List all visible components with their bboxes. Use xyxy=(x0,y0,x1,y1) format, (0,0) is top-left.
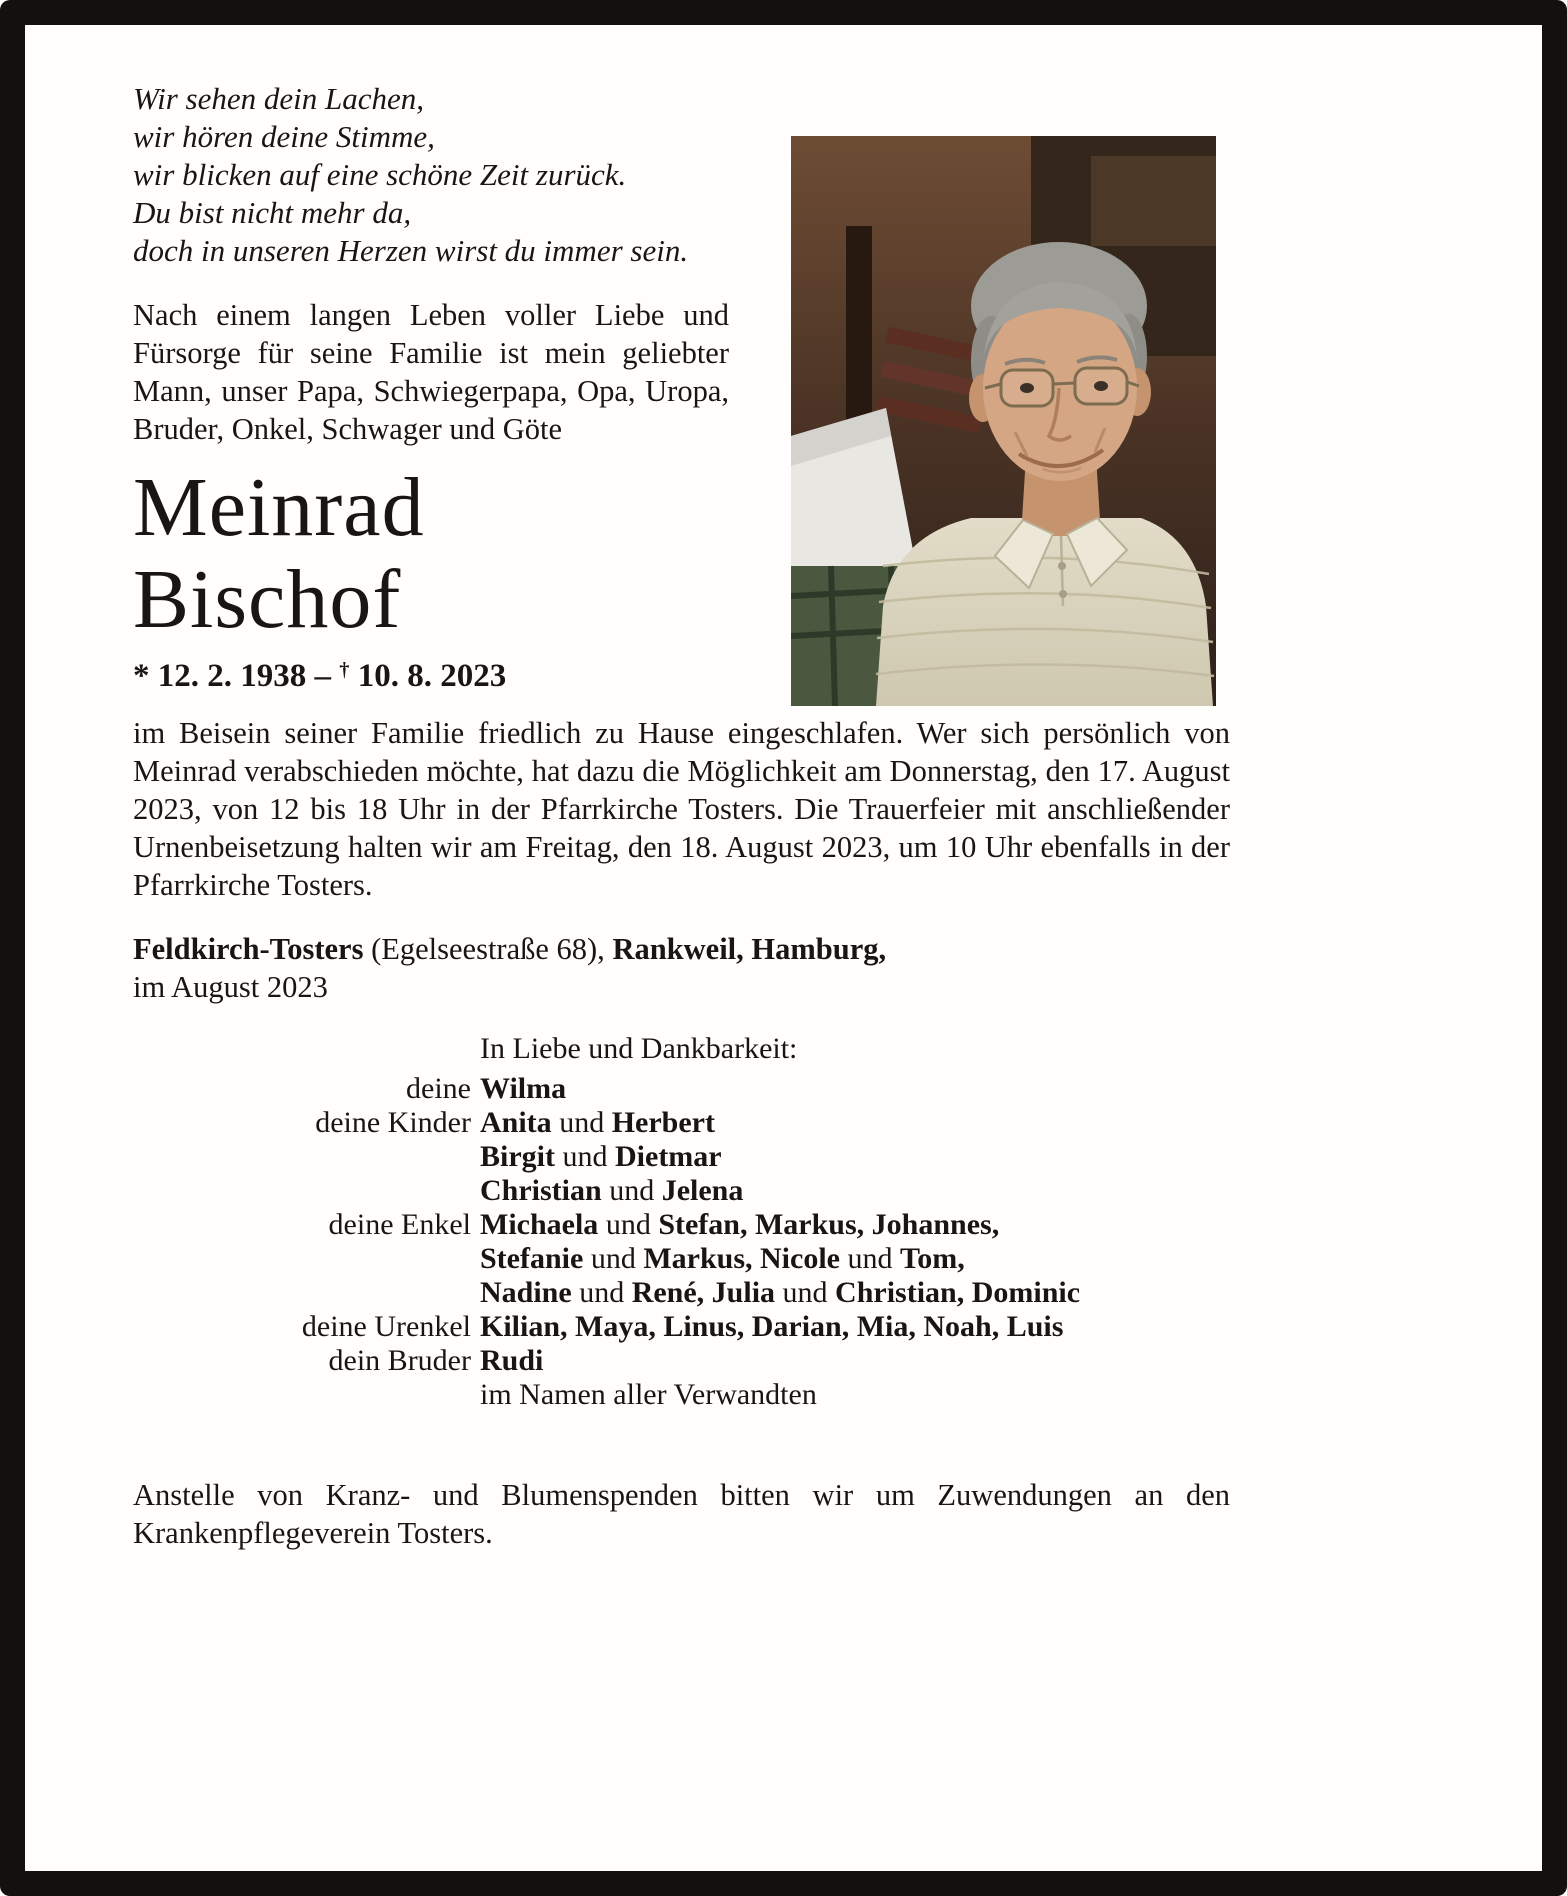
family-role-label: deine Kinder xyxy=(315,1106,471,1140)
family-role-label: deine Enkel xyxy=(328,1208,471,1242)
family-member-name: Tom, xyxy=(899,1242,965,1276)
deceased-portrait-photo xyxy=(791,136,1216,706)
poem-line: doch in unseren Herzen wirst du immer sein. xyxy=(133,233,689,268)
poem-line: Du bist nicht mehr da, xyxy=(133,195,412,230)
family-role-label: dein Bruder xyxy=(328,1344,471,1378)
death-date: 10. 8. 2023 xyxy=(349,658,507,695)
family-role-label xyxy=(133,1140,480,1174)
family-names xyxy=(480,1140,1230,1174)
family-list xyxy=(133,1072,1230,1412)
residence-block xyxy=(133,930,1230,1006)
family-names xyxy=(480,1242,1230,1276)
family-role-label xyxy=(133,1276,480,1310)
family-line xyxy=(133,1276,1230,1310)
family-connector-text: und xyxy=(583,1242,644,1276)
family-names xyxy=(480,1344,1230,1378)
family-member-name: Stefan, Markus, Johannes, xyxy=(658,1208,1000,1242)
family-names xyxy=(480,1310,1230,1344)
residence-street: (Egelseestraße 68), xyxy=(363,932,613,967)
family-line xyxy=(133,1174,1230,1208)
family-names xyxy=(480,1072,1230,1106)
poem-line: Wir sehen dein Lachen, xyxy=(133,81,425,116)
family-line xyxy=(133,1208,1230,1242)
deceased-last-name: Bischof xyxy=(133,553,402,646)
family-member-name: Jelena xyxy=(661,1174,744,1208)
family-names xyxy=(480,1174,1230,1208)
family-role-label xyxy=(133,1242,480,1276)
family-member-name: Birgit xyxy=(480,1140,555,1174)
dagger-symbol: † xyxy=(339,659,350,681)
family-member-name: Kilian, Maya, Linus, Darian, Mia, Noah, Luis xyxy=(480,1310,1064,1344)
family-heading: In Liebe und Dankbarkeit: xyxy=(480,1032,798,1066)
family-connector-text: und xyxy=(555,1140,615,1174)
family-role-label: deine xyxy=(406,1072,471,1106)
family-member-name: Herbert xyxy=(611,1106,715,1140)
family-connector-text: und xyxy=(571,1276,632,1310)
residence-date-line: im August 2023 xyxy=(133,970,328,1005)
family-names xyxy=(480,1378,1230,1412)
left-text-column xyxy=(133,80,743,696)
deceased-first-name: Meinrad xyxy=(133,461,425,554)
family-member-name: Dietmar xyxy=(615,1140,722,1174)
residence-place: Feldkirch-Tosters xyxy=(133,932,364,967)
donation-request-paragraph: Anstelle von Kranz- und Blumenspenden bitten wir um Zuwendungen an den Krankenpflegeverein Tosters. xyxy=(133,1478,1230,1551)
family-member-name: Christian xyxy=(480,1174,602,1208)
birth-date: * 12. 2. 1938 – xyxy=(133,658,340,695)
poem-line: wir hören deine Stimme, xyxy=(133,119,435,154)
family-connector-text: und xyxy=(551,1106,612,1140)
deceased-name xyxy=(133,462,743,646)
family-connector-text: und xyxy=(601,1174,662,1208)
family-names xyxy=(480,1106,1230,1140)
intro-paragraph: Nach einem langen Leben voller Liebe und Fürsorge für seine Familie ist mein geliebter Mann, unser Papa, Schwiegerpapa, Opa, Uropa, Bruder, Onkel, Schwager und Göte xyxy=(133,298,729,446)
family-member-name: René, Julia xyxy=(631,1276,776,1310)
announcement-paragraph: im Beisein seiner Familie friedlich zu Hause eingeschlafen. Wer sich persönlich von Meinrad verabschieden möchte, hat dazu die Möglichkeit am Donnerstag, den 17. August 2023, von 12 bis 18 Uhr in der Pfarrkirche Tosters. Die Trauerfeier mit anschließender Urnenbeisetzung halten wir am Freitag, den 18. August 2023, um 10 Uhr ebenfalls in der Pfarrkirche Tosters. xyxy=(133,716,1230,903)
family-connector-text: und xyxy=(775,1276,836,1310)
family-connector-text: und xyxy=(598,1208,659,1242)
family-names xyxy=(480,1208,1230,1242)
family-names xyxy=(480,1276,1230,1310)
family-member-name: Wilma xyxy=(480,1072,567,1106)
family-role-label: deine Urenkel xyxy=(301,1310,471,1344)
family-member-name: Stefanie xyxy=(480,1242,584,1276)
residence-line xyxy=(133,930,1230,968)
obituary-content xyxy=(50,50,1517,1846)
family-line xyxy=(133,1310,1230,1344)
family-line xyxy=(133,1140,1230,1174)
family-member-name: Nadine xyxy=(480,1276,572,1310)
family-member-name: Michaela xyxy=(480,1208,599,1242)
family-member-name: Markus, Nicole xyxy=(643,1242,840,1276)
family-role-label xyxy=(133,1174,480,1208)
life-dates xyxy=(133,650,743,696)
residence-other-places: Rankweil, Hamburg, xyxy=(612,932,887,967)
family-line xyxy=(133,1106,1230,1140)
family-line xyxy=(133,1072,1230,1106)
family-role-label xyxy=(133,1378,480,1412)
family-member-name: Anita xyxy=(480,1106,552,1140)
family-connector-text: und xyxy=(839,1242,900,1276)
family-line xyxy=(133,1242,1230,1276)
family-line xyxy=(133,1378,1230,1412)
family-line xyxy=(133,1344,1230,1378)
memorial-poem xyxy=(133,80,743,270)
poem-line: wir blicken auf eine schöne Zeit zurück. xyxy=(133,157,627,192)
family-member-name: Rudi xyxy=(480,1344,544,1378)
family-connector-text: im Namen aller Verwandten xyxy=(480,1378,817,1412)
family-member-name: Christian, Dominic xyxy=(835,1276,1081,1310)
